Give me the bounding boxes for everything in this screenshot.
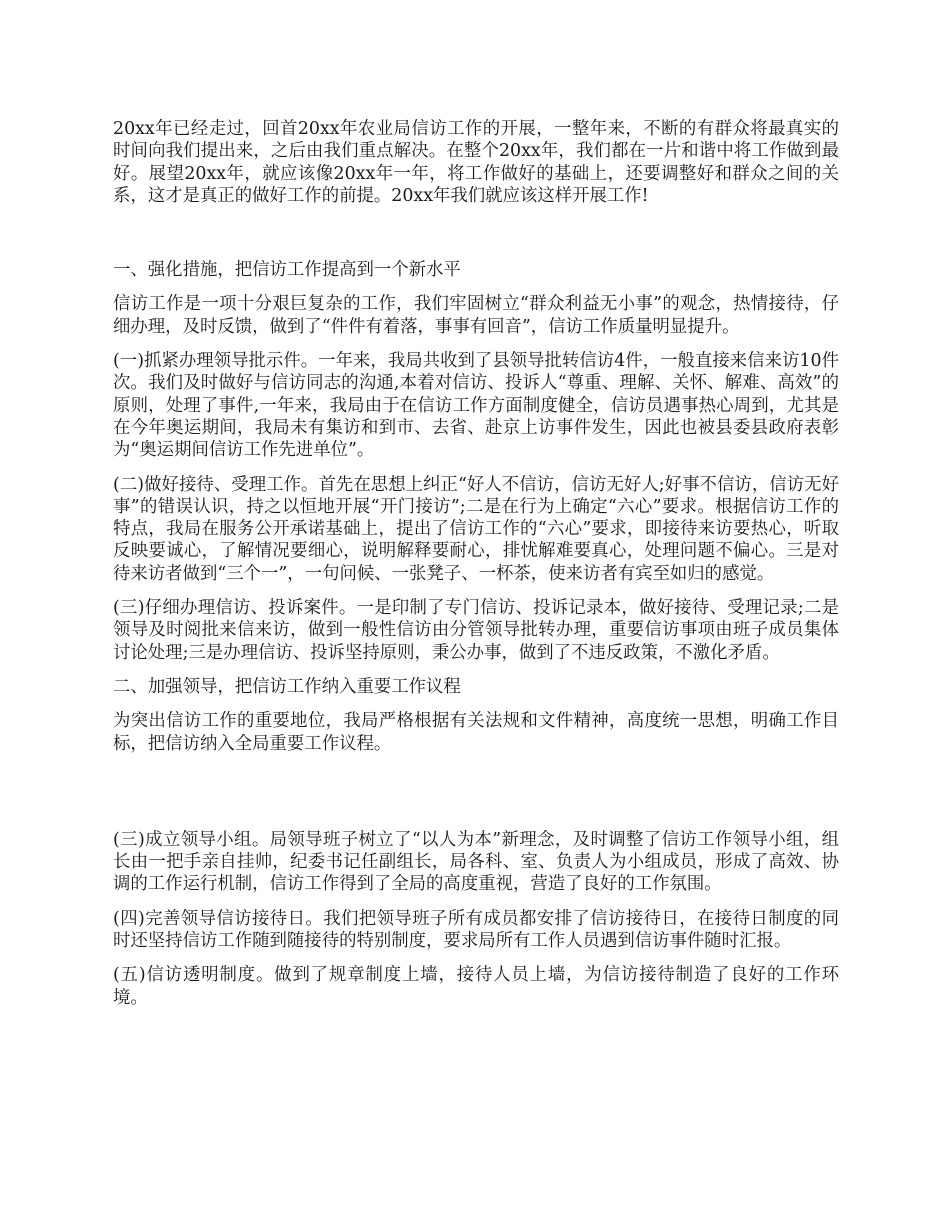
body-paragraph: 为突出信访工作的重要地位，我局严格根据有关法规和文件精神，高度统一思想，明确工作目标，把信访纳入全局重要工作议程。 bbox=[113, 711, 839, 754]
section-heading-1: 一、强化措施，把信访工作提高到一个新水平 bbox=[113, 260, 461, 281]
document-body bbox=[113, 118, 839, 1021]
body-paragraph: (三)成立领导小组。局领导班子树立了“以人为本”新理念，及时调整了信访工作领导小组，组长由一把手亲自挂帅，纪委书记任副组长，局各科、室、负责人为小组成员，形成了高效、协调的工作运行机制，信访工作得到了全局的高度重视，营造了良好的工作氛围。 bbox=[113, 829, 839, 895]
body-paragraph: (四)完善领导信访接待日。我们把领导班子所有成员都安排了信访接待日，在接待日制度的同时还坚持信访工作随到随接待的特别制度，要求局所有工作人员遇到信访事件随时汇报。 bbox=[113, 908, 839, 952]
body-paragraph: (一)抓紧办理领导批示件。一年来，我局共收到了县领导批转信访4件，一般直接来信来访10件次。我们及时做好与信访同志的沟通,本着对信访、投诉人“尊重、理解、关怀、解难、高效”的原则，处理了事件,一年来，我局由于在信访工作方面制度健全，信访员遇事热心周到，尤其是在今年奥运期间，我局未有集访和到市、去省、赴京上访事件发生，因此也被县委县政府表彰为“奥运期间信访工作先进单位”。 bbox=[113, 351, 839, 461]
body-paragraph: 信访工作是一项十分艰巨复杂的工作，我们牢固树立“群众利益无小事”的观念，热情接待，仔细办理，及时反馈，做到了“件件有着落，事事有回音”，信访工作质量明显提升。 bbox=[113, 294, 839, 337]
intro-paragraph: 20xx年已经走过，回首20xx年农业局信访工作的开展，一整年来，不断的有群众将最真实的时间向我们提出来，之后由我们重点解决。在整个20xx年，我们都在一片和谐中将工作做到最好。展望20xx年，就应该像20xx年一年，将工作做好的基础上，还要调整好和群众之间的关系，这才是真正的做好工作的前提。20xx年我们就应该这样开展工作! bbox=[113, 119, 839, 206]
body-paragraph: (五)信访透明制度。做到了规章制度上墙，接待人员上墙，为信访接待制造了良好的工作环境。 bbox=[113, 965, 839, 1008]
spacer bbox=[113, 219, 839, 259]
body-paragraph: (二)做好接待、受理工作。首先在思想上纠正“好人不信访，信访无好人;好事不信访，信访无好事”的错误认识，持之以恒地开展“开门接访”;二是在行为上确定“六心”要求。根据信访工作的特点，我局在服务公开承诺基础上，提出了信访工作的“六心”要求，即接待来访要热心，听取反映要诚心，了解情况要细心，说明解释要耐心，排忧解难要真心，处理问题不偏心。三是对待来访者做到“三个一”，一句问候、一张凳子、一杯茶，使来访者有宾至如归的感觉。 bbox=[113, 474, 839, 584]
body-paragraph: (三)仔细办理信访、投诉案件。一是印制了专门信访、投诉记录本，做好接待、受理记录;二是领导及时阅批来信来访，做到一般性信访由分管领导批转办理，重要信访事项由班子成员集体讨论处理;三是办理信访、投诉坚持原则，秉公办事，做到了不违反政策，不激化矛盾。 bbox=[113, 598, 839, 663]
spacer bbox=[113, 767, 839, 829]
section-heading-2: 二、加强领导，把信访工作纳入重要工作议程 bbox=[113, 676, 461, 697]
